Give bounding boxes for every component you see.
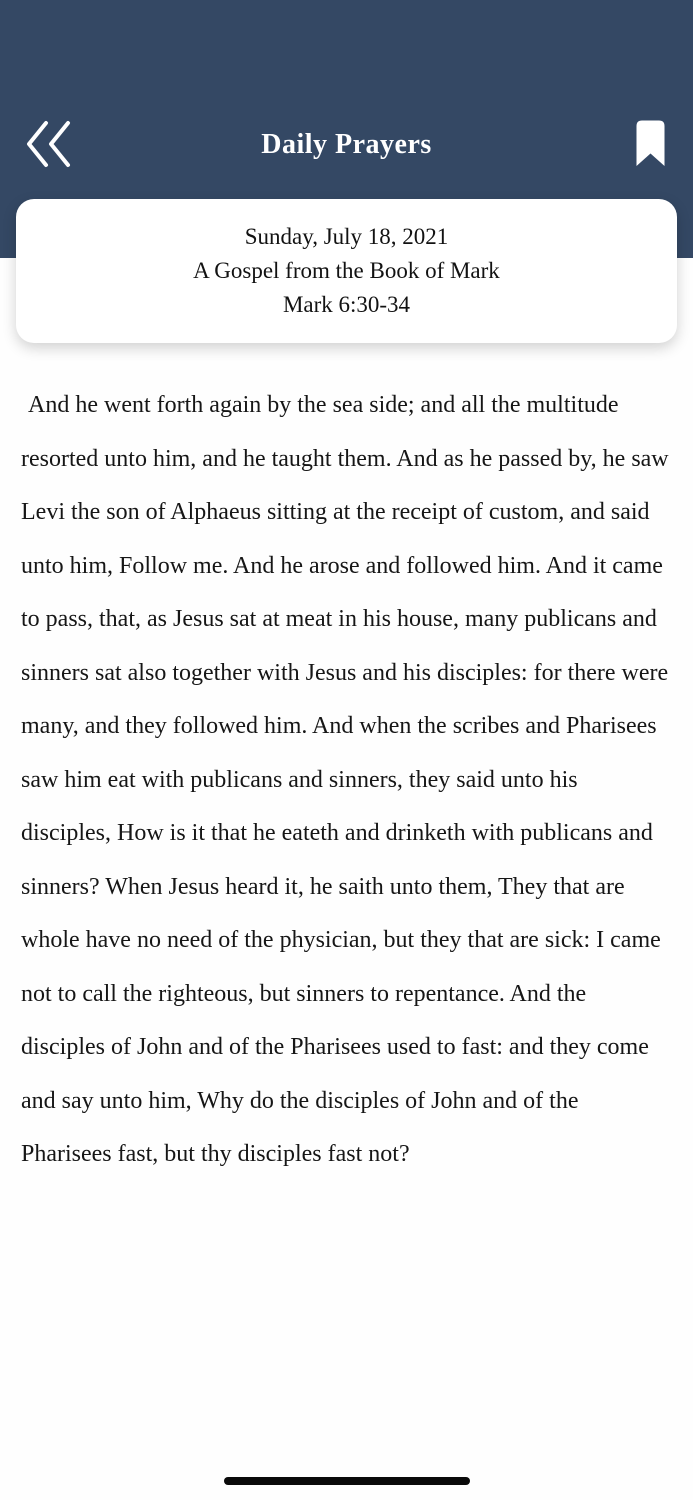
navigation-bar	[0, 110, 693, 180]
reading-date: Sunday, July 18, 2021	[244, 224, 449, 249]
reading-subtitle: A Gospel from the Book of Mark	[193, 258, 500, 283]
home-indicator[interactable]	[224, 1477, 470, 1485]
bookmark-button[interactable]	[633, 120, 667, 170]
bookmark-icon	[636, 120, 665, 170]
scripture-text: And he went forth again by the sea side; and all the multitude resorted unto him, and he taught them. And as he passed by, he saw Levi the son of Alphaeus sitting at the receipt of custom, and said unto him, Follow me. And he arose and followed him. And it came to pass, that, as Jesus sat at meat in his house, many publicans and sinners sat also together with Jesus and his disciples: for there were many, and they followed him. And when the scribes and Pharisees saw him eat with publicans and sinners, they said unto his disciples, How is it that he eateth and drinketh with publicans and sinners? When Jesus heard it, he saith unto them, They that are whole have no need of the physician, but they that are sick: I came not to call the righteous, but sinners to repentance. And the disciples of John and of the Pharisees used to fast: and they come and say unto him, Why do the disciples of John and of the Pharisees fast, but thy disciples fast not?	[21, 392, 669, 1167]
reading-info-card	[16, 199, 677, 343]
double-chevron-left-icon	[26, 120, 72, 171]
reading-reference: Mark 6:30-34	[282, 292, 411, 317]
page-title: Daily Prayers	[261, 129, 432, 160]
back-button[interactable]	[24, 118, 74, 172]
